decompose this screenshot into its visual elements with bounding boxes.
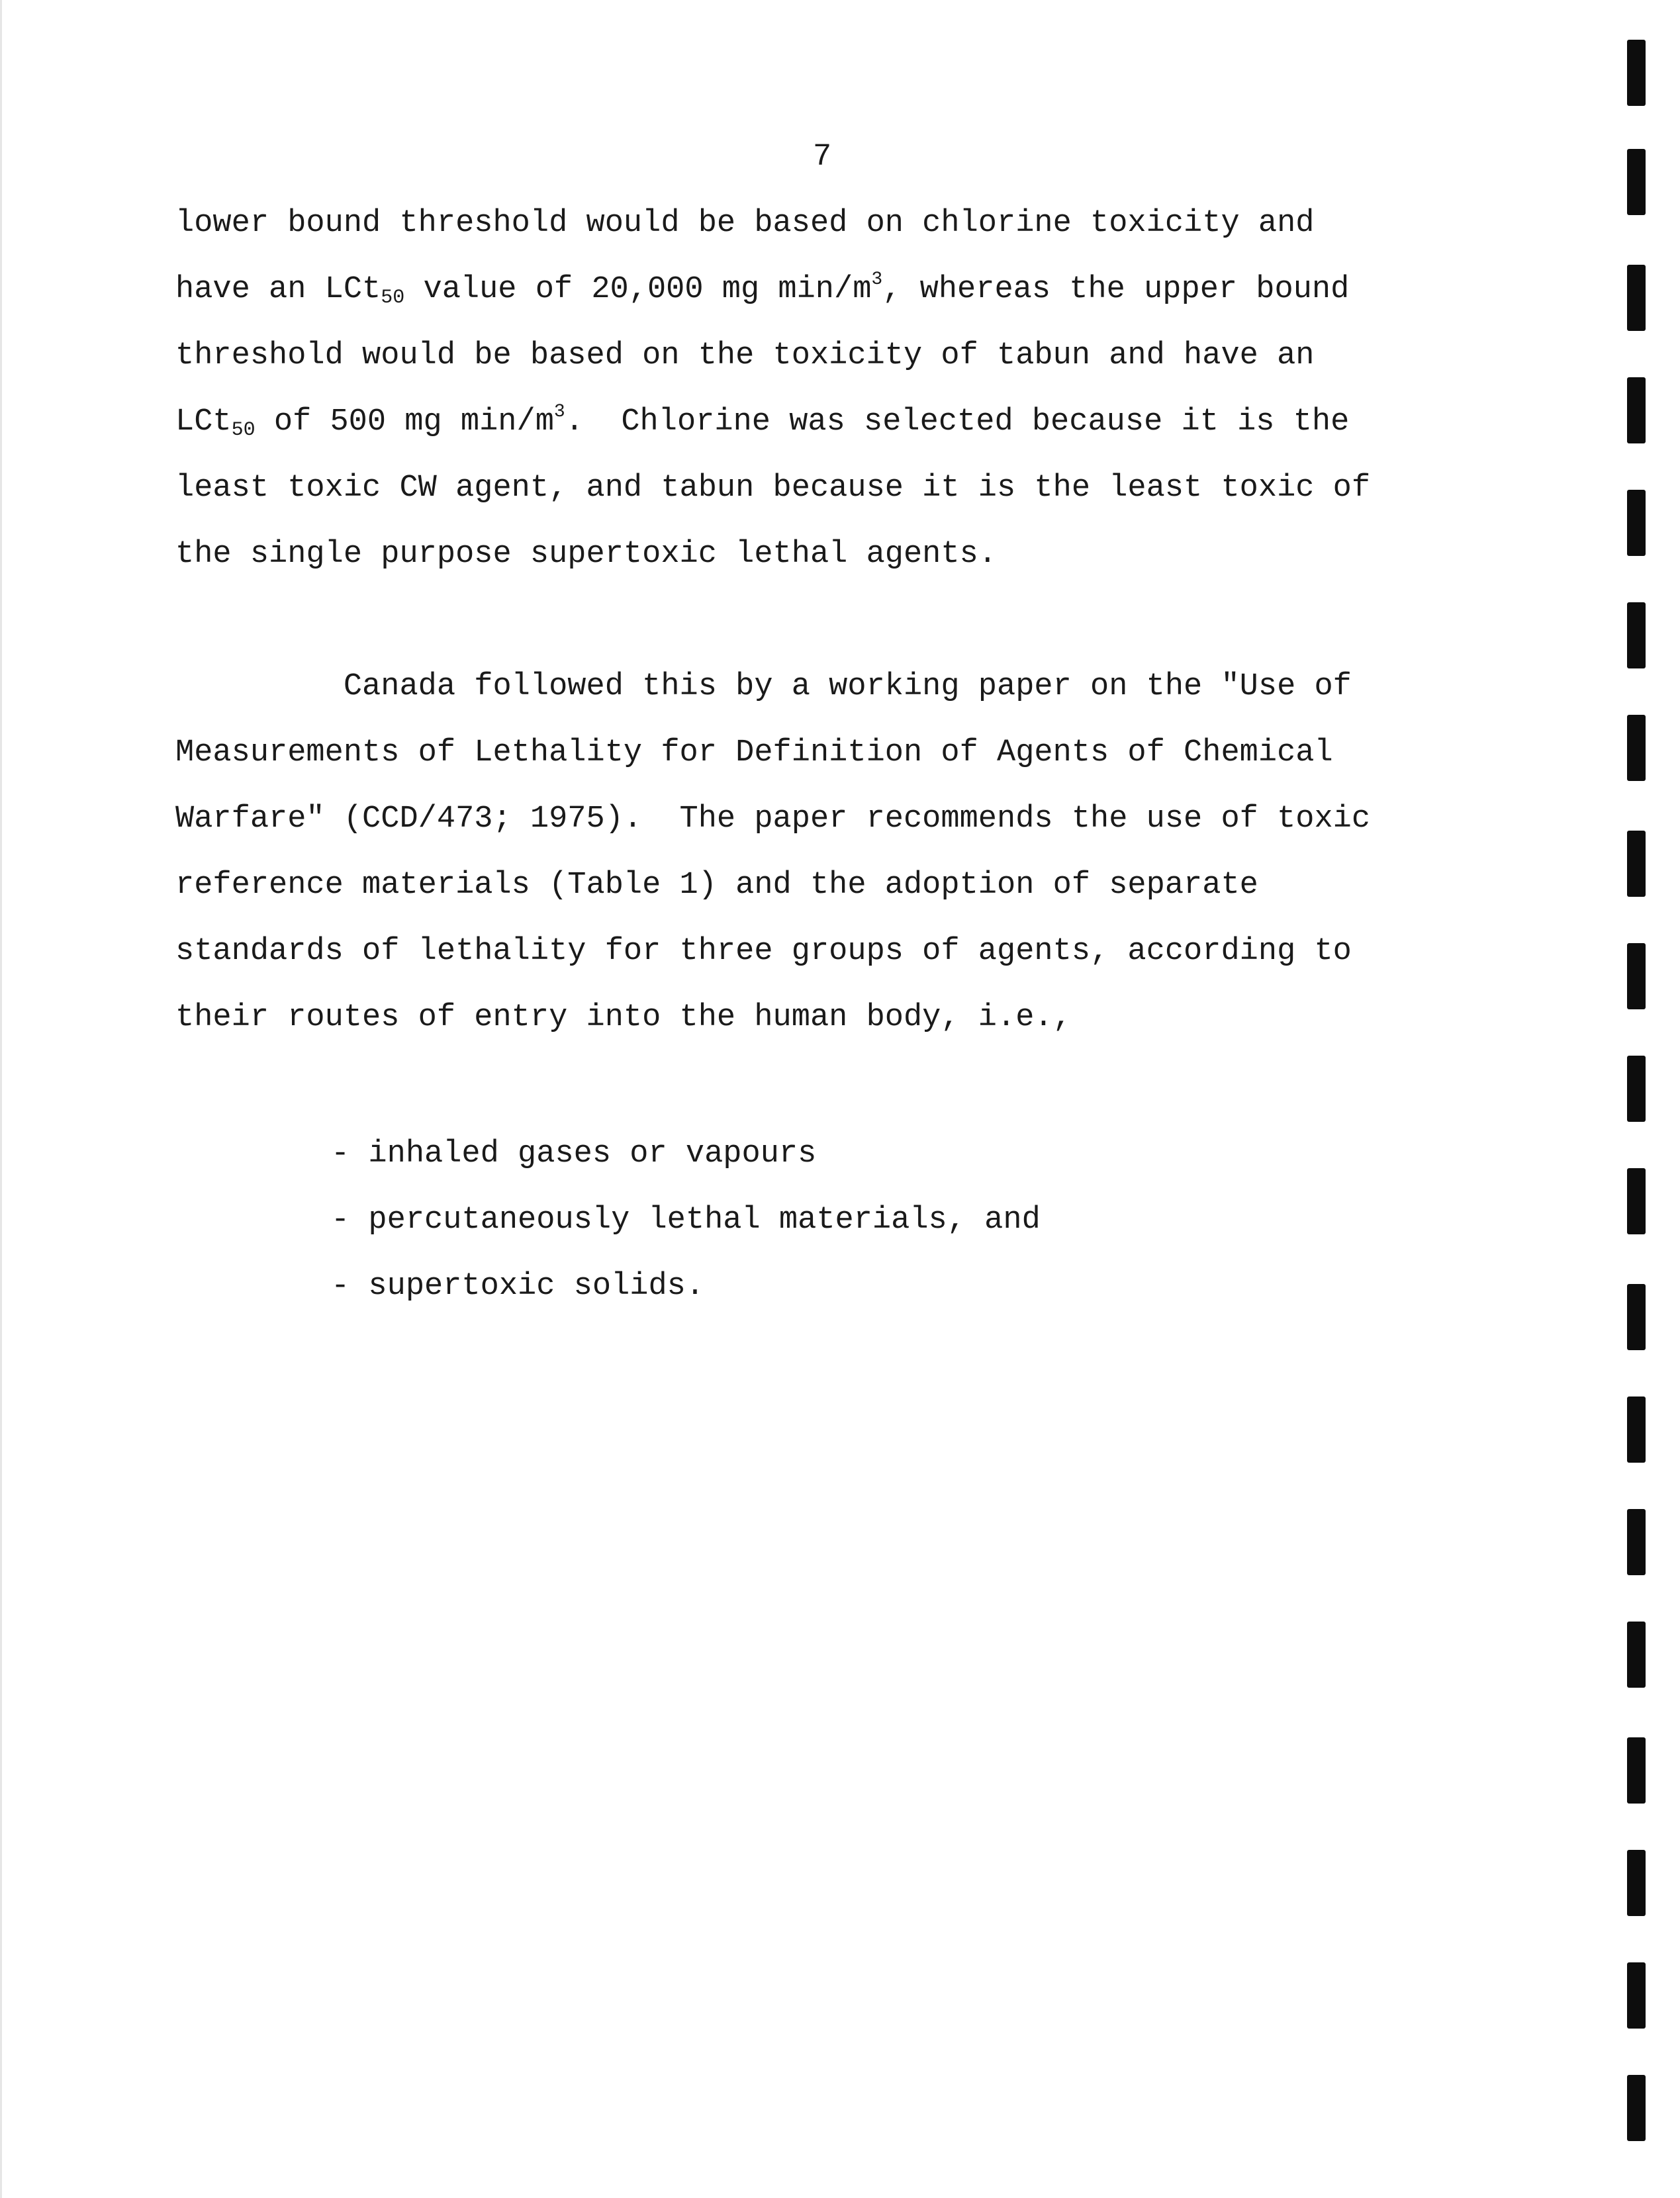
binding-mark xyxy=(1627,1056,1646,1122)
binding-mark xyxy=(1627,1168,1646,1234)
list-item: - supertoxic solids. xyxy=(331,1269,705,1304)
paragraph-1-line-3: threshold would be based on the toxicity of tabun and have an xyxy=(175,338,1315,373)
paragraph-1-line-6: the single purpose supertoxic lethal agents. xyxy=(175,537,998,572)
binding-mark xyxy=(1627,1509,1646,1575)
binding-mark xyxy=(1627,490,1646,556)
binding-mark xyxy=(1627,602,1646,668)
binding-mark xyxy=(1627,265,1646,331)
binding-mark xyxy=(1627,377,1646,443)
list-item: - inhaled gases or vapours xyxy=(331,1136,817,1171)
binding-mark xyxy=(1627,831,1646,897)
binding-mark xyxy=(1627,149,1646,215)
binding-mark xyxy=(1627,1737,1646,1804)
binding-mark xyxy=(1627,1850,1646,1916)
paragraph-1-line-5: least toxic CW agent, and tabun because it is the least toxic of xyxy=(175,471,1371,506)
binding-mark xyxy=(1627,715,1646,781)
paragraph-2-line-1: Canada followed this by a working paper on the "Use of xyxy=(175,669,1352,704)
paragraph-1-line-2: have an LCt$_{50}$ value of 20,000 mg $\min/m^3$, whereas the upper bound xyxy=(175,269,1350,309)
paragraph-2 xyxy=(175,654,1513,1051)
paragraph-1 xyxy=(175,191,1513,588)
binding-mark xyxy=(1627,943,1646,1009)
paragraph-2-line-5: standards of lethality for three groups of agents, according to xyxy=(175,934,1352,969)
paragraph-2-line-6: their routes of entry into the human body, i.e., xyxy=(175,1000,1072,1035)
binding-mark xyxy=(1627,1284,1646,1350)
binding-mark xyxy=(1627,1622,1646,1688)
paragraph-2-line-2: Measurements of Lethality for Definition of Agents of Chemical xyxy=(175,735,1333,770)
paragraph-1-line-4: LCt$_{50}$ of 500 mg $\min/m^3$. Chlorine was selected because it is the xyxy=(175,402,1350,441)
page-number: 7 xyxy=(813,140,832,175)
binding-mark xyxy=(1627,1962,1646,2029)
paragraph-1-line-1: lower bound threshold would be based on chlorine toxicity and xyxy=(175,206,1315,241)
paragraph-2-line-4: reference materials (Table 1) and the adoption of separate xyxy=(175,868,1258,903)
list-item: - percutaneously lethal materials, and xyxy=(331,1203,1041,1238)
routes-of-entry-list xyxy=(331,1121,1041,1320)
page-left-edge xyxy=(0,0,2,2198)
binding-mark xyxy=(1627,2075,1646,2141)
binding-mark xyxy=(1627,40,1646,106)
binding-mark xyxy=(1627,1397,1646,1463)
paragraph-2-line-3: Warfare" (CCD/473; 1975). The paper recommends the use of toxic xyxy=(175,801,1371,837)
